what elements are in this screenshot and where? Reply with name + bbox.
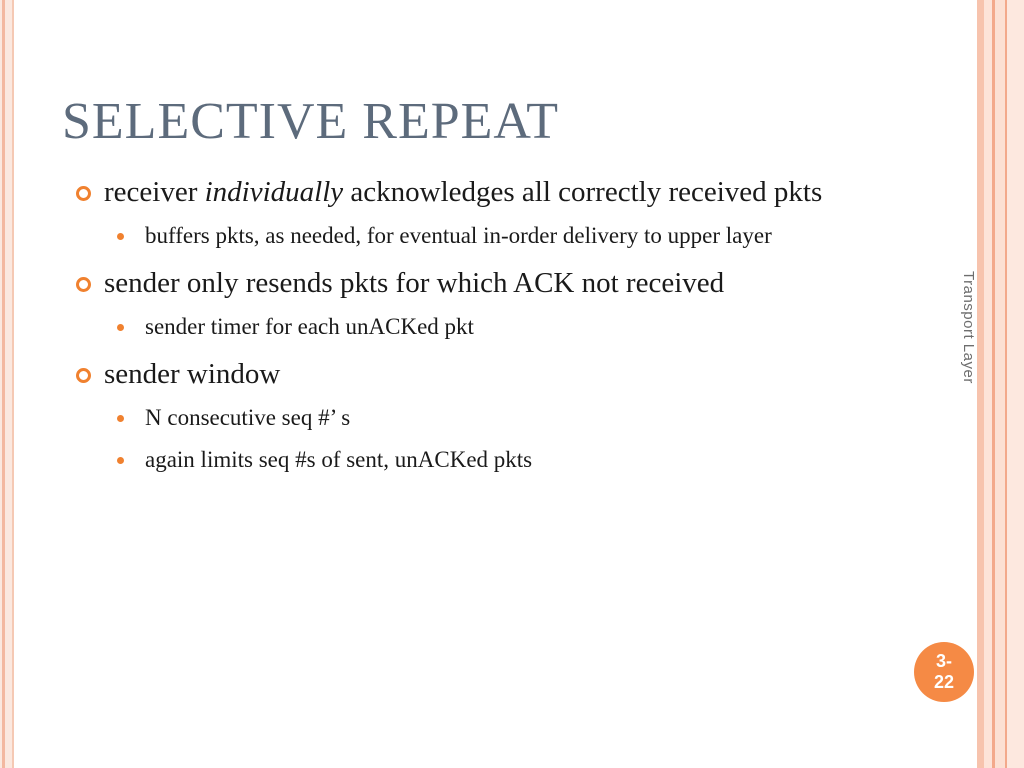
dot-bullet-icon: [117, 233, 124, 240]
bullet-level2: [72, 310, 902, 344]
bullet-level2: [72, 443, 902, 477]
bullet-text: sender timer for each unACKed pkt: [145, 314, 474, 339]
bullet-text-suffix: acknowledges all correctly received pkts: [343, 176, 823, 208]
page-number-line2: 22: [933, 672, 955, 692]
ring-bullet-icon: [76, 368, 91, 383]
bullet-text-prefix: receiver: [104, 176, 205, 208]
bullet-text: sender only resends pkts for which ACK not received: [104, 267, 725, 299]
bullet-text: N consecutive seq #’ s: [145, 405, 351, 430]
bullet-text: again limits seq #s of sent, unACKed pkts: [145, 447, 533, 472]
page-number-line1: 3-: [935, 651, 952, 671]
section-side-label: Transport Layer: [960, 271, 977, 384]
dot-bullet-icon: [117, 457, 124, 464]
dot-bullet-icon: [117, 415, 124, 422]
bullet-text: sender window: [104, 358, 281, 390]
ring-bullet-icon: [76, 186, 91, 201]
left-border-decoration: [0, 0, 14, 768]
bullet-level2: [72, 401, 902, 435]
right-border-decoration: [977, 0, 1024, 768]
bullet-level1: [72, 263, 902, 304]
bullet-level1: [72, 354, 902, 395]
page-number-badge: [914, 642, 974, 702]
bullet-level2: [72, 219, 902, 253]
bullet-text: buffers pkts, as needed, for eventual in-order delivery to upper layer: [145, 223, 772, 248]
slide-body: [72, 172, 902, 477]
bullet-level1: [72, 172, 902, 213]
ring-bullet-icon: [76, 277, 91, 292]
slide-title: SELECTIVE REPEAT: [62, 93, 559, 150]
bullet-text-emphasis: individually: [204, 176, 344, 208]
dot-bullet-icon: [117, 324, 124, 331]
